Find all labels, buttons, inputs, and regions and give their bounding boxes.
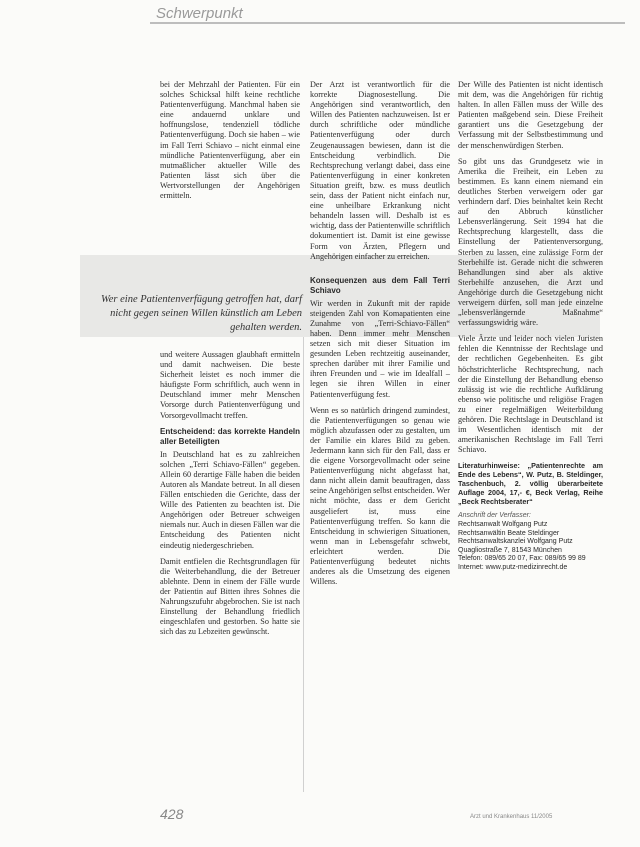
- contact-line: Rechtsanwältin Beate Steldinger: [458, 529, 560, 537]
- contact-line: Internet: www.putz-medizinrecht.de: [458, 563, 568, 571]
- contact-line: Telefon: 089/65 20 07, Fax: 089/65 99 89: [458, 555, 586, 563]
- paragraph: Der Wille des Patienten ist nicht identisch mit dem, was die Angehörigen für richtig halten. In allen Fällen muss der Wille des Patienten maßgebend sein. Diese Freiheit garantiert uns die Gesetzgebung der Verfassung mit der Selbstbestimmung und der menschenwürdigen Sterben.: [458, 80, 603, 150]
- footer-source: Arzt und Krankenhaus 11/2005: [470, 814, 553, 820]
- column-divider: [303, 337, 304, 792]
- section-heading: Schwerpunkt: [156, 5, 243, 22]
- literature-note: Literaturhinweise: „Patientenrechte am Ende des Lebens“, W. Putz, B. Steldinger, Taschenbuch, 2. völlig überarbeitete Auflage 2004, 17,- €, Beck Verlag, Reihe „Beck Rechtsberater“: [458, 461, 603, 507]
- paragraph: Damit entfielen die Rechtsgrundlagen für die Weiterbehandlung, die der Betreuer ablehnte. Denn in einem der Fälle wurde der Patientin auf Bitten ihres Sohnes die Nahrungszufuhr abgebrochen. Sie ist nach Einstellung der Behandlung friedlich eingeschlafen und gestorben. So hatte sie sich das zu Lebzeiten gewünscht.: [160, 556, 300, 637]
- subheading: Entscheidend: das korrekte Handeln aller Beteiligten: [160, 426, 300, 446]
- column-3: [458, 80, 603, 573]
- paragraph: Viele Ärzte und leider noch vielen Juristen fehlen die Kenntnisse der Rechtslage und der rechtlichen Gegebenheiten. Es gibt höchstrichterliche Rechtsprechung, nach der die Einstellung der Behandlung ebenso zulässig ist wie die rechtliche Aufklärung ebenso wie politische und religiöse Fragen zu einer regelmäßigen Weiterbildung gehören. Die Rechtslage in Deutschland ist im Wesentlichen identisch mit der amerikanischen Rechtslage im Fall Terri Schiavo.: [458, 334, 603, 455]
- column-2: [310, 80, 450, 593]
- contact-line: Quagliostraße 7, 81543 München: [458, 546, 562, 554]
- header-rule: [150, 22, 625, 24]
- column-1-top: [160, 80, 300, 207]
- pull-quote: Wer eine Patientenverfügung getroffen hat, darf nicht gegen seinen Willen künstlich am Leben gehalten werden.: [100, 294, 302, 333]
- page-number: 428: [160, 806, 184, 822]
- paragraph: Der Arzt ist verantwortlich für die korrekte Diagnosestellung. Die Angehörigen sind verantwortlich, den Willen des Patienten nachzuweisen. Ist er durch schriftliche oder mündliche Patientenverfügung oder durch Zeugenaussagen bewiesen, dann ist die Entscheidung verbindlich. Die Rechtsprechung verlangt dabei, dass eine Patientenverfügung in einer konkreten Situation greift, bzw. es muss deutlich sein, dass der Patient nicht einfach nur, eine unheilbare Erkrankung nicht behandeln lassen will. Deshalb ist es wichtig, dass der Patientenwille schriftlich dokumentiert ist. Damit ist eine gewisse Form von Ärzten, Pflegern und Angehörigen einfacher zu erreichen.: [310, 80, 450, 261]
- column-1-bottom: [160, 350, 300, 643]
- contact-line: Rechtsanwalt Wolfgang Putz: [458, 520, 548, 528]
- paragraph: So gibt uns das Grundgesetz wie in Amerika die Freiheit, ein Leben zu bestimmen. Es kann einem niemand ein deutliches Sterben verweigern oder gar verhindern darf. Dies beinhaltet kein Recht auf den Abbruch künstlicher Lebensverlängerung. Seit 1994 hat die Rechtsprechung klargestellt, dass die Einstellung der Patientenversorgung, Sterben zu lassen, eine zulässige Form der Sterbehilfe ist. Gerade nicht die schweren Behandlungen sind aber als aktive Sterbehilfe anzusehen, die Arzt und Angehörige durch die Gesetzgebung nicht verweigern dürfen, soll man jede einzelne „lebensverlängernde Maßnahme“ verfassungswidrig wäre.: [458, 156, 603, 328]
- paragraph: und weitere Aussagen glaubhaft ermitteln und damit nachweisen. Die beste Sicherheit leistet es noch immer die häufigste Form schriftlich, auch wenn in Deutschland immer mehr Menschen Vorsorge durch Patientenverfügung und Vorsorgevollmacht treffen.: [160, 350, 300, 420]
- contact-heading: Anschrift der Verfasser:: [458, 512, 531, 520]
- paragraph: Wir werden in Zukunft mit der rapide steigenden Zahl von Komapatienten eine Zunahme von „Terri-Schiavo-Fällen“ haben. Denn immer mehr Menschen setzen sich mit dieser Situation im gesunden Leben rechtzeitig auseinander, sprechen darüber mit ihrer Familie und ihren Freunden und – wie im Idealfall – legen sie ihren Willen in einer Patientenverfügung fest.: [310, 298, 450, 399]
- author-contact: [458, 512, 603, 572]
- contact-line: Rechtsanwaltskanzlei Wolfgang Putz: [458, 538, 573, 546]
- paragraph: bei der Mehrzahl der Patienten. Für ein solches Schicksal hilft keine rechtliche Patientenverfügung. Manchmal haben sie eine andauernd unklare und hoffnungslose, tendenziell tödliche Patientenverfügung. Doch sie haben – wie im Fall Terri Schiavo – nicht einmal eine mündliche Patientenverfügung, aber ein mutmaßlicher aktueller Wille des Patienten lässt sich über die Wertvorstellungen der Angehörigen ermitteln.: [160, 80, 300, 201]
- subheading: Konsequenzen aus dem Fall Terri Schiavo: [310, 275, 450, 295]
- paragraph: In Deutschland hat es zu zahlreichen solchen „Terri Schiavo-Fällen“ gegeben. Allein 60 derartige Fälle haben die beiden Autoren als Mandate betreut. In all diesen Fällen entschieden die Gerichte, dass der Wille des Patienten zu beachten ist. Die Angehörigen oder Betreuer schweigen niemals nur. Auch in diesen Fällen war die Entscheidung des Patienten nicht eindeutig niedergeschrieben.: [160, 449, 300, 550]
- paragraph: Wenn es so natürlich dringend zumindest, die Patientenverfügungen so genau wie möglich abzufassen oder zu gestalten, um der Familie ein klares Bild zu geben. Jedermann kann sich für den Fall, dass er die eigene Vorsorgevollmacht oder seine Patientenverfügung nicht abgefasst hat, dann nicht allein damit beauftragen, dass seine Angehörigen selbst entscheiden. Wer nicht möchte, dass er dem Gericht ausgeliefert ist, muss eine Patientenverfügung treffen. So kann die Entscheidung in schwierigen Situationen, wenn man in Lebensgefahr schwebt, erleichtert werden. Die Patientenverfügung bedeutet nichts anderes als die Umsetzung des eigenen Willens.: [310, 405, 450, 587]
